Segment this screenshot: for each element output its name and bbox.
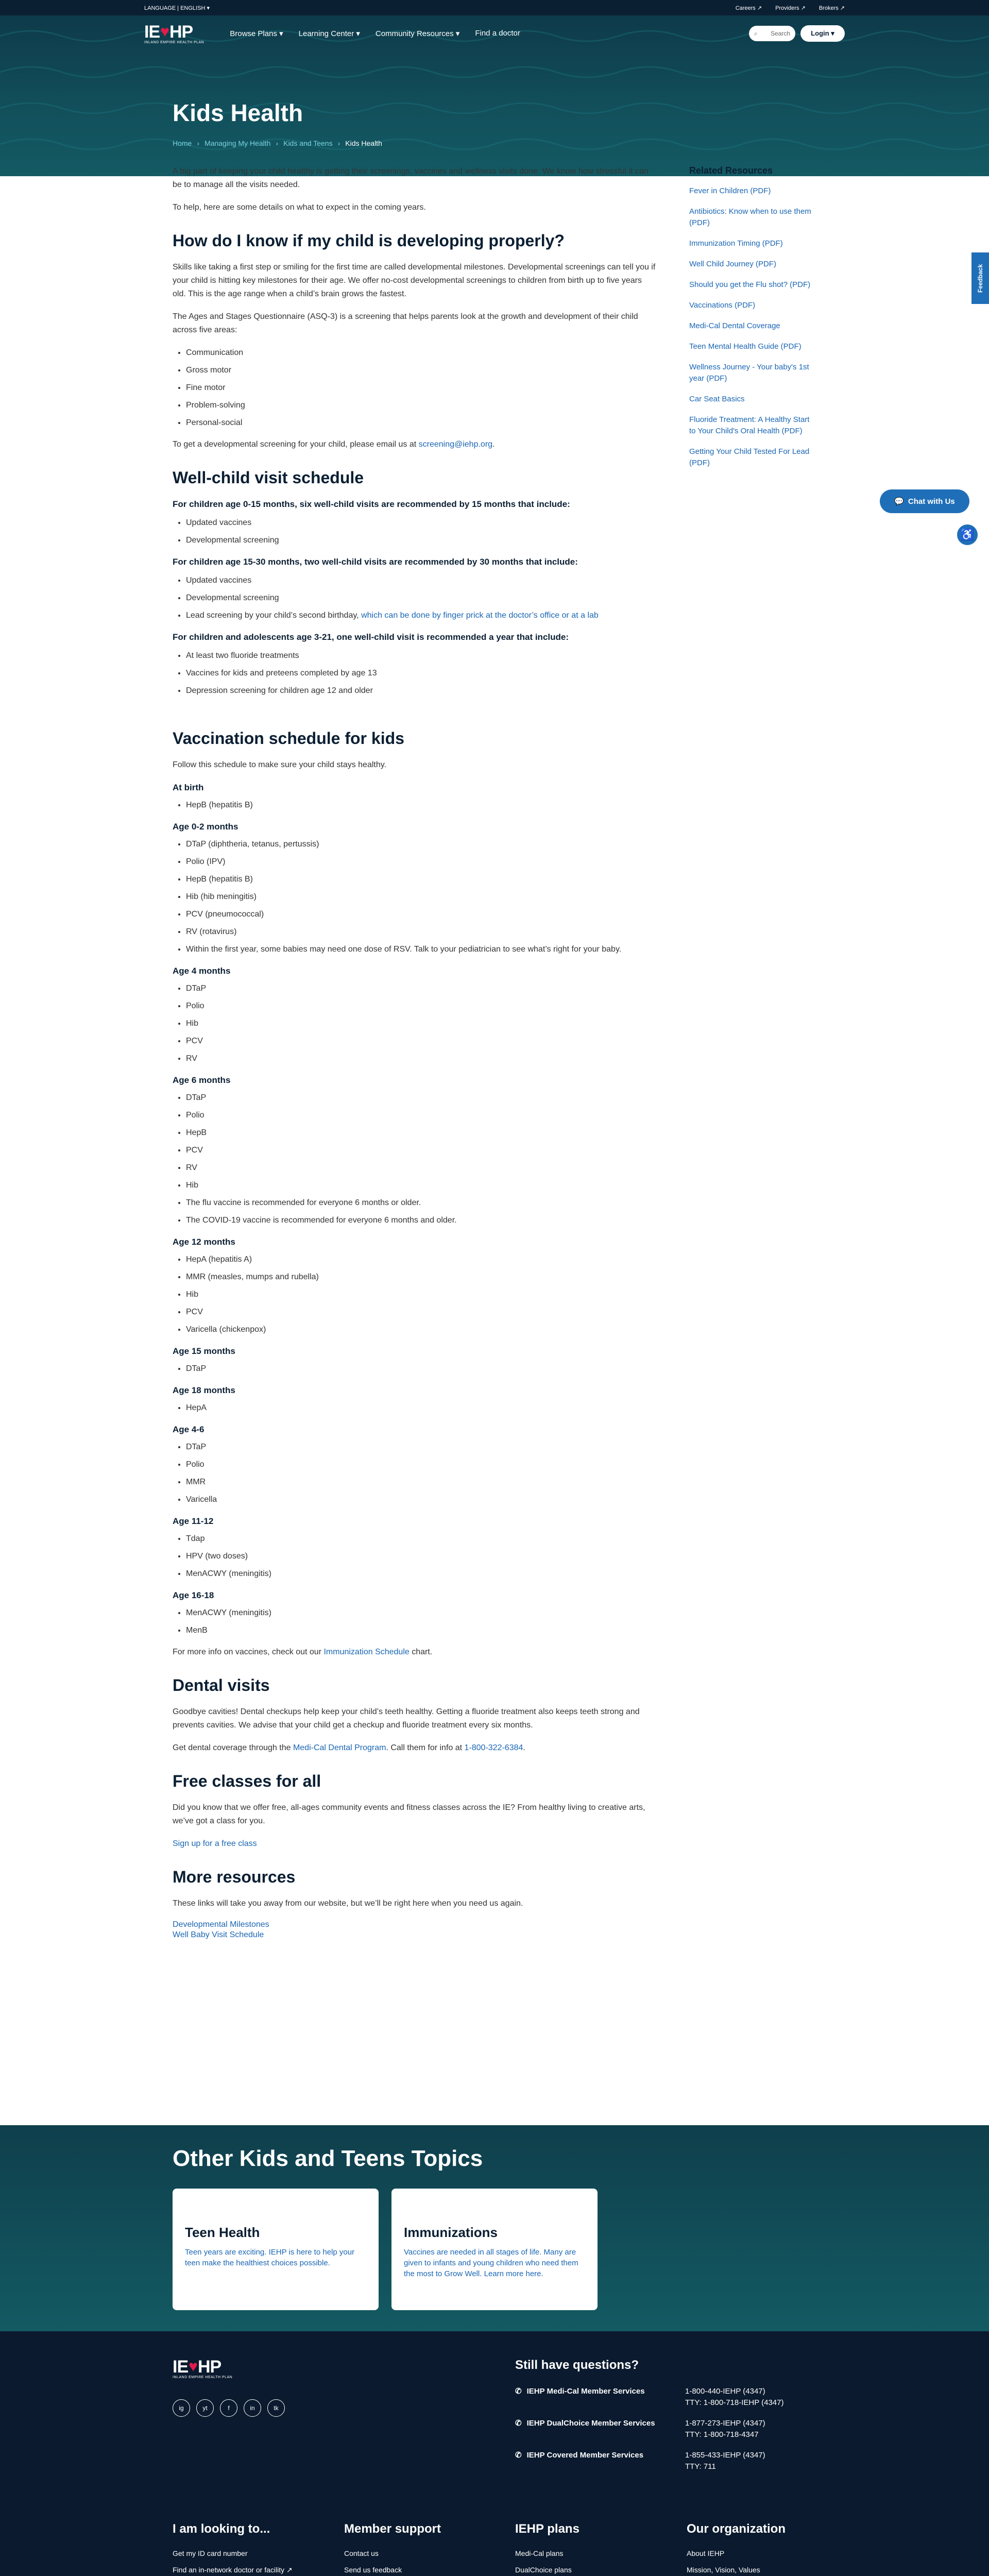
list-item: • RV — [186, 1161, 657, 1175]
nav-learning-center[interactable]: Learning Center ▾ — [298, 29, 360, 38]
vaccine-age-heading: Age 15 months — [173, 1346, 235, 1356]
well-baby-schedule-link[interactable]: Well Baby Visit Schedule — [173, 1930, 264, 1939]
related-resource-link[interactable]: Fever in Children (PDF) — [689, 187, 771, 195]
related-resource-link[interactable]: Teen Mental Health Guide (PDF) — [689, 342, 802, 351]
vaccine-list — [186, 1362, 657, 1376]
list-item: • Updated vaccines — [186, 516, 657, 530]
screening-email-link[interactable]: screening@iehp.org — [418, 440, 493, 449]
resources-text: These links will take you away from our website, but we’ll be right here when you need us again. — [173, 1899, 523, 1908]
list-item: • PCV — [186, 1035, 657, 1048]
member-services-phones — [685, 2386, 783, 2409]
member-services-name: ✆ IEHP DualChoice Member Services — [515, 2418, 685, 2441]
vaccination-intro: Follow this schedule to make sure your child stays healthy. — [173, 760, 387, 769]
instagram-icon[interactable]: ig — [173, 2399, 190, 2417]
vaccine-age-heading: Age 11-12 — [173, 1516, 214, 1526]
tty-link[interactable]: TTY: 1-800-718-IEHP (4347) — [685, 2398, 784, 2407]
chevron-right-icon: › — [337, 139, 340, 147]
resources-heading: More resources — [173, 1868, 296, 1886]
related-resource-link[interactable]: Fluoride Treatment: A Healthy Start to Your Child's Oral Health (PDF) — [689, 415, 810, 435]
questions-title: Still have questions? — [515, 2358, 639, 2372]
vaccine-list — [186, 799, 657, 812]
list-item: • Developmental screening — [186, 591, 657, 605]
other-topics-title: Other Kids and Teens Topics — [173, 2146, 483, 2171]
related-resource-link[interactable]: Car Seat Basics — [689, 395, 745, 403]
related-resource-link[interactable]: Antibiotics: Know when to use them (PDF) — [689, 207, 811, 227]
footer-column-title: I am looking to... — [173, 2522, 270, 2536]
list-item: • Updated vaccines — [186, 574, 657, 587]
footer-link[interactable]: Mission, Vision, Values — [687, 2566, 760, 2574]
main-nav — [0, 15, 989, 52]
youtube-icon[interactable]: yt — [196, 2399, 214, 2417]
related-resources — [689, 165, 813, 478]
related-resource-link[interactable]: Vaccinations (PDF) — [689, 301, 756, 310]
contact-section — [515, 2358, 824, 2482]
chevron-right-icon: › — [276, 139, 279, 147]
phone-icon: ✆ — [515, 2387, 522, 2396]
related-resources-title: Related Resources — [689, 165, 773, 176]
list-item: • Hib — [186, 1288, 657, 1301]
tty-link[interactable]: TTY: 1-800-718-4347 — [685, 2430, 759, 2439]
footer-link[interactable]: Send us feedback — [344, 2566, 402, 2574]
list-item: • Fine motor — [186, 381, 657, 395]
breadcrumb — [173, 139, 382, 147]
dental-heading: Dental visits — [173, 1676, 270, 1694]
classes-heading: Free classes for all — [173, 1772, 321, 1790]
list-item: • PCV — [186, 1144, 657, 1157]
list-item: • Polio (IPV) — [186, 855, 657, 869]
iehp-logo[interactable]: IE ♥ HP INLAND EMPIRE HEALTH PLAN — [144, 22, 204, 44]
brokers-link[interactable]: Brokers ↗ — [819, 5, 845, 11]
vaccine-age-heading: Age 16-18 — [173, 1590, 214, 1600]
footer-link[interactable]: Get my ID card number — [173, 2549, 248, 2557]
development-heading: How do I know if my child is developing properly? — [173, 231, 565, 250]
linkedin-icon[interactable]: in — [244, 2399, 261, 2417]
list-item: • HepB (hepatitis B) — [186, 873, 657, 886]
footer-column-title: IEHP plans — [515, 2522, 579, 2536]
intro-text-2: To help, here are some details on what to expect in the coming years. — [173, 203, 426, 212]
heart-icon: ♥ — [189, 2358, 197, 2375]
list-item: • PCV — [186, 1306, 657, 1319]
list-item: • HepB — [186, 1126, 657, 1140]
list-item: • DTaP — [186, 982, 657, 995]
card-text: Vaccines are needed in all stages of life. Many are given to infants and young children who need them the most to Grow Well. Learn more here. — [404, 2248, 578, 2278]
footer-column — [687, 2522, 841, 2576]
footer-link[interactable]: About IEHP — [687, 2549, 725, 2557]
list-item: • Polio — [186, 1109, 657, 1122]
vaccine-age-heading: Age 12 months — [173, 1237, 235, 1247]
chat-button[interactable]: 💬 Chat with Us — [880, 489, 969, 513]
card-text: Teen years are exciting. IEHP is here to help your teen make the healthiest choices possible. — [185, 2248, 355, 2267]
list-item: • Gross motor — [186, 364, 657, 377]
list-item: • Polio — [186, 1458, 657, 1471]
related-resource-link[interactable]: Immunization Timing (PDF) — [689, 239, 783, 248]
well-child-subheading: For children age 0-15 months, six well-child visits are recommended by 15 months that include: — [173, 499, 570, 509]
list-item: • Problem-solving — [186, 399, 657, 412]
footer-column-title: Member support — [344, 2522, 441, 2536]
list-item: • DTaP — [186, 1440, 657, 1454]
vaccine-age-heading: Age 0-2 months — [173, 822, 238, 832]
phone-link[interactable]: 1-855-433-IEHP (4347) — [685, 2451, 765, 2460]
developmental-milestones-link[interactable]: Developmental Milestones — [173, 1920, 269, 1929]
list-item: • Within the first year, some babies may need one dose of RSV. Talk to your pediatrician to see what’s right for your baby. — [186, 943, 657, 956]
list-item: • PCV (pneumococcal) — [186, 908, 657, 921]
tiktok-icon[interactable]: tk — [267, 2399, 285, 2417]
lead-screening-link[interactable]: which can be done by finger prick at the doctor’s office or at a lab — [361, 611, 599, 620]
main-content — [173, 165, 657, 1940]
breadcrumb-kids-teens[interactable]: Kids and Teens — [283, 139, 333, 147]
nav-find-doctor[interactable]: Find a doctor — [475, 29, 520, 38]
list-item: • Polio — [186, 999, 657, 1013]
well-child-subheading: For children and adolescents age 3-21, one well-child visit is recommended a year that include: — [173, 632, 569, 642]
member-services-phones — [685, 2418, 765, 2441]
list-item: • MenB — [186, 1624, 657, 1637]
list-item: • HPV (two doses) — [186, 1550, 657, 1563]
list-item: • The COVID-19 vaccine is recommended for everyone 6 months and older. — [186, 1214, 657, 1227]
intro-text: A big part of keeping your child healthy is getting their screenings, vaccines and wellness visits done. We know how stressful it can be to manage all the visits needed. — [173, 167, 649, 189]
development-areas-list — [186, 346, 657, 430]
well-child-list-2 — [186, 574, 657, 622]
list-item: • Varicella (chickenpox) — [186, 1323, 657, 1336]
free-class-link[interactable]: Sign up for a free class — [173, 1839, 257, 1848]
immunization-text: For more info on vaccines, check out our Immunization Schedule chart. — [173, 1648, 433, 1656]
page-title: Kids Health — [173, 99, 303, 126]
list-item: • Communication — [186, 346, 657, 360]
list-item: • Tdap — [186, 1532, 657, 1546]
vaccine-age-heading: At birth — [173, 783, 204, 792]
vaccine-list — [186, 1532, 657, 1581]
well-child-subheading: For children age 15-30 months, two well-child visits are recommended by 30 months that include: — [173, 557, 578, 567]
list-item: • MenACWY (meningitis) — [186, 1567, 657, 1581]
classes-text: Did you know that we offer free, all-ages community events and fitness classes across the IE? From healthy living to creative arts, we’ve got a class for you. — [173, 1803, 645, 1825]
vaccination-heading: Vaccination schedule for kids — [173, 729, 404, 748]
well-child-list-3 — [186, 649, 657, 698]
footer-column-title: Our organization — [687, 2522, 786, 2536]
breadcrumb-current: Kids Health — [345, 139, 382, 147]
list-item: • Developmental screening — [186, 534, 657, 547]
list-item: • MenACWY (meningitis) — [186, 1606, 657, 1620]
accessibility-icon[interactable]: ♿ — [957, 524, 978, 545]
topic-card-teen-health[interactable] — [173, 2189, 379, 2310]
vaccine-list — [186, 838, 657, 956]
list-item: • MMR — [186, 1476, 657, 1489]
providers-link[interactable]: Providers ↗ — [775, 5, 806, 11]
screening-email-text: To get a developmental screening for your child, please email us at screening@iehp.org. — [173, 440, 495, 449]
feedback-tab[interactable]: Feedback — [971, 252, 989, 304]
footer-logo[interactable]: IE ♥ HP INLAND EMPIRE HEALTH PLAN — [173, 2357, 233, 2379]
vaccine-list — [186, 982, 657, 1065]
vaccine-list — [186, 1440, 657, 1506]
phone-link[interactable]: 1-800-440-IEHP (4347) — [685, 2387, 765, 2396]
hero-banner — [0, 15, 989, 176]
related-resource-link[interactable]: Should you get the Flu shot? (PDF) — [689, 280, 811, 289]
development-text: Skills like taking a first step or smiling for the first time are called developmental milestones. Developmental screenings can tell you if your child is hitting key milestones for their age. We offer no-cost developmental screenings to children from birth up to five years old. This is the age range when a child’s brain grows the fastest. — [173, 263, 656, 298]
careers-link[interactable]: Careers ↗ — [735, 5, 762, 11]
breadcrumb-home[interactable]: Home — [173, 139, 192, 147]
list-item: • Hib — [186, 1179, 657, 1192]
language-selector[interactable]: LANGUAGE | ENGLISH ▾ — [144, 5, 210, 11]
dental-coverage-text: Get dental coverage through the Medi-Cal Dental Program. Call them for info at 1-800-322-6384. — [173, 1743, 525, 1752]
list-item: • DTaP (diphtheria, tetanus, pertussis) — [186, 838, 657, 851]
search-input[interactable]: ⌕ Search — [749, 26, 795, 41]
list-item: • At least two fluoride treatments — [186, 649, 657, 663]
other-topics-section — [0, 2125, 989, 2331]
social-links — [173, 2399, 285, 2417]
dental-phone-link[interactable]: 1-800-322-6384 — [464, 1743, 523, 1752]
vaccine-list — [186, 1606, 657, 1637]
vaccine-list — [186, 1401, 657, 1415]
utility-bar — [0, 0, 989, 15]
list-item: • RV — [186, 1052, 657, 1065]
vaccine-list — [186, 1253, 657, 1336]
search-icon: ⌕ — [754, 29, 758, 37]
facebook-icon[interactable]: f — [220, 2399, 237, 2417]
chevron-right-icon: › — [197, 139, 200, 147]
list-item: • Hib (hib meningitis) — [186, 890, 657, 904]
related-resource-link[interactable]: Wellness Journey - Your baby's 1st year (PDF) — [689, 363, 809, 383]
list-item: • HepA — [186, 1401, 657, 1415]
medi-cal-dental-link[interactable]: Medi-Cal Dental Program — [293, 1743, 386, 1752]
list-item: • Personal-social — [186, 416, 657, 430]
tty-link[interactable]: TTY: 711 — [685, 2462, 716, 2471]
list-item: • DTaP — [186, 1091, 657, 1105]
phone-icon: ✆ — [515, 2419, 522, 2428]
nav-browse-plans[interactable]: Browse Plans ▾ — [230, 29, 283, 38]
list-item: • Depression screening for children age 12 and older — [186, 684, 657, 698]
list-item: • MMR (measles, mumps and rubella) — [186, 1270, 657, 1284]
phone-icon: ✆ — [515, 2451, 522, 2460]
site-footer — [0, 2331, 989, 2576]
well-child-list-1 — [186, 516, 657, 547]
footer-link[interactable]: Contact us — [344, 2549, 379, 2557]
related-resource-link[interactable]: Well Child Journey (PDF) — [689, 260, 776, 268]
list-item: • Lead screening by your child’s second birthday, which can be done by finger prick at the doctor’s office or at a lab — [186, 609, 657, 622]
list-item: • RV (rotavirus) — [186, 925, 657, 939]
member-services-name: ✆ IEHP Covered Member Services — [515, 2450, 685, 2472]
member-services-row — [515, 2386, 824, 2409]
related-resource-link[interactable]: Getting Your Child Tested For Lead (PDF) — [689, 447, 810, 467]
vaccine-list — [186, 1091, 657, 1227]
vaccine-age-heading: Age 4 months — [173, 966, 231, 976]
vaccination-schedule — [173, 781, 657, 1637]
list-item: • DTaP — [186, 1362, 657, 1376]
list-item: • HepB (hepatitis B) — [186, 799, 657, 812]
footer-column — [173, 2522, 327, 2576]
vaccine-age-heading: Age 6 months — [173, 1075, 231, 1085]
vaccine-age-heading: Age 4-6 — [173, 1425, 204, 1434]
member-services-name: ✆ IEHP Medi-Cal Member Services — [515, 2386, 685, 2409]
member-services-row — [515, 2450, 824, 2472]
login-button[interactable]: Login ▾ — [800, 25, 845, 42]
related-resource-link[interactable]: Medi-Cal Dental Coverage — [689, 321, 780, 330]
vaccine-age-heading: Age 18 months — [173, 1385, 235, 1395]
footer-link[interactable]: Find an in-network doctor or facility ↗ — [173, 2566, 293, 2574]
card-title: Teen Health — [185, 2225, 260, 2240]
card-title: Immunizations — [404, 2225, 498, 2240]
list-item: • Hib — [186, 1017, 657, 1030]
heart-icon: ♥ — [160, 23, 169, 40]
nav-community-resources[interactable]: Community Resources ▾ — [375, 29, 460, 38]
member-services-row — [515, 2418, 824, 2441]
list-item: • HepA (hepatitis A) — [186, 1253, 657, 1266]
footer-link[interactable]: Medi-Cal plans — [515, 2549, 564, 2557]
well-child-heading: Well-child visit schedule — [173, 468, 364, 487]
footer-column — [344, 2522, 499, 2576]
footer-link[interactable]: DualChoice plans — [515, 2566, 572, 2574]
list-item: • Varicella — [186, 1493, 657, 1506]
list-item: • Vaccines for kids and preteens completed by age 13 — [186, 667, 657, 680]
footer-column — [515, 2522, 670, 2576]
immunization-schedule-link[interactable]: Immunization Schedule — [323, 1648, 410, 1656]
asq-text: The Ages and Stages Questionnaire (ASQ-3) is a screening that helps parents look at the growth and development of their child across five areas: — [173, 312, 638, 334]
topic-card-immunizations[interactable] — [391, 2189, 598, 2310]
breadcrumb-managing[interactable]: Managing My Health — [204, 139, 271, 147]
list-item: • The flu vaccine is recommended for everyone 6 months or older. — [186, 1196, 657, 1210]
member-services-phones — [685, 2450, 765, 2472]
dental-text: Goodbye cavities! Dental checkups help keep your child’s teeth healthy. Getting a fluoride treatment also keeps teeth strong and prevents cavities. We advise that your child get a checkup and fluoride treatment every six months. — [173, 1707, 640, 1730]
phone-link[interactable]: 1-877-273-IEHP (4347) — [685, 2419, 765, 2428]
chat-icon: 💬 — [894, 497, 904, 506]
